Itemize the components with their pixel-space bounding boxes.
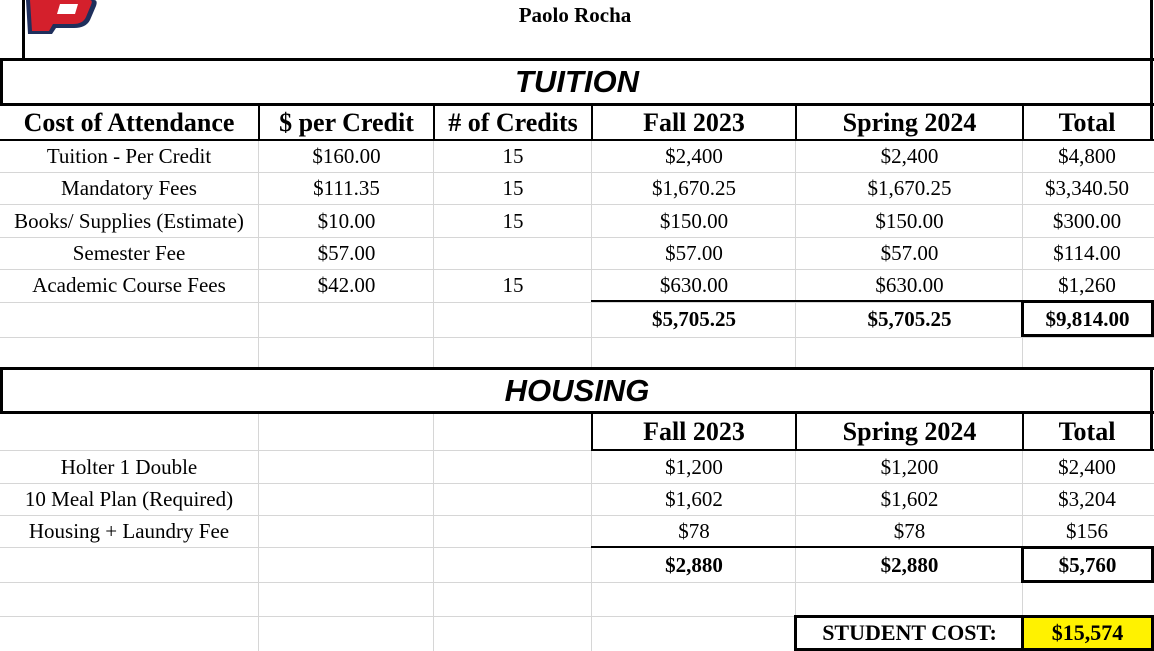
row-credits (435, 238, 591, 269)
row-label: Mandatory Fees (61, 176, 197, 200)
housing-subtotal-total: $5,760 (1058, 553, 1117, 577)
row-fall: $630.00 (659, 273, 729, 297)
header-cost-of-attendance: Cost of Attendance (23, 108, 235, 137)
row-spring: $1,200 (880, 454, 939, 479)
student-name: Paolo Rocha (518, 2, 632, 27)
row-total: $4,800 (1058, 144, 1116, 168)
row-spring: $630.00 (875, 273, 944, 297)
row-fall: $1,602 (665, 487, 723, 511)
header-per-credit: $ per Credit (279, 108, 414, 137)
row-total: $3,204 (1058, 487, 1116, 511)
tuition-title: TUITION (515, 64, 639, 99)
row-fall: $2,400 (665, 144, 723, 168)
row-label: 10 Meal Plan (Required) (24, 487, 234, 511)
row-total: $1,260 (1058, 273, 1116, 297)
row-credits: 15 (502, 273, 524, 297)
logo-icon (20, 0, 100, 34)
row-credits: 15 (502, 176, 524, 200)
row-label: Books/ Supplies (Estimate) (14, 208, 244, 233)
row-spring: $2,400 (880, 144, 939, 168)
row-spring: $1,602 (880, 487, 939, 511)
row-per-credit: $160.00 (312, 144, 381, 168)
row-fall: $1,200 (665, 454, 723, 479)
row-fall: $1,670.25 (652, 176, 736, 200)
row-label: Tuition - Per Credit (46, 144, 212, 168)
header-spring-2024: Spring 2024 (842, 108, 977, 137)
header-fall-2023: Fall 2023 (643, 108, 745, 137)
housing-title: HOUSING (504, 372, 650, 408)
student-cost-value: $15,574 (1051, 620, 1124, 645)
row-label: Academic Course Fees (32, 273, 226, 297)
tuition-subtotal-total: $9,814.00 (1045, 307, 1130, 331)
row-total: $156 (1066, 519, 1108, 543)
row-total: $3,340.50 (1045, 176, 1129, 200)
student-cost-label: STUDENT COST: (822, 620, 997, 645)
row-label: Housing + Laundry Fee (28, 519, 230, 543)
row-spring: $57.00 (880, 241, 939, 265)
row-per-credit: $111.35 (313, 176, 380, 200)
row-total: $300.00 (1052, 208, 1122, 233)
header-num-credits: # of Credits (448, 108, 578, 137)
row-fall: $78 (678, 519, 710, 543)
tuition-subtotal-spring: $5,705.25 (867, 307, 952, 331)
row-per-credit: $57.00 (317, 241, 376, 265)
row-total: $2,400 (1058, 454, 1116, 479)
row-credits: 15 (502, 208, 524, 233)
row-spring: $1,670.25 (867, 176, 952, 200)
row-label: Holter 1 Double (60, 454, 198, 479)
row-label: Semester Fee (72, 241, 186, 265)
row-credits: 15 (502, 144, 524, 168)
row-spring: $78 (893, 519, 926, 543)
housing-header-fall-2023: Fall 2023 (643, 417, 745, 446)
housing-header-spring-2024: Spring 2024 (842, 417, 977, 446)
row-per-credit: $10.00 (317, 208, 376, 233)
row-total: $114.00 (1053, 241, 1121, 265)
housing-subtotal-spring: $2,880 (880, 553, 939, 577)
row-per-credit: $42.00 (317, 273, 376, 297)
header-total: Total (1058, 108, 1116, 137)
row-fall: $150.00 (659, 208, 729, 233)
row-spring: $150.00 (875, 208, 944, 233)
tuition-subtotal-fall: $5,705.25 (652, 307, 736, 331)
housing-header-total: Total (1058, 417, 1116, 446)
housing-subtotal-fall: $2,880 (665, 553, 723, 577)
row-fall: $57.00 (665, 241, 723, 265)
